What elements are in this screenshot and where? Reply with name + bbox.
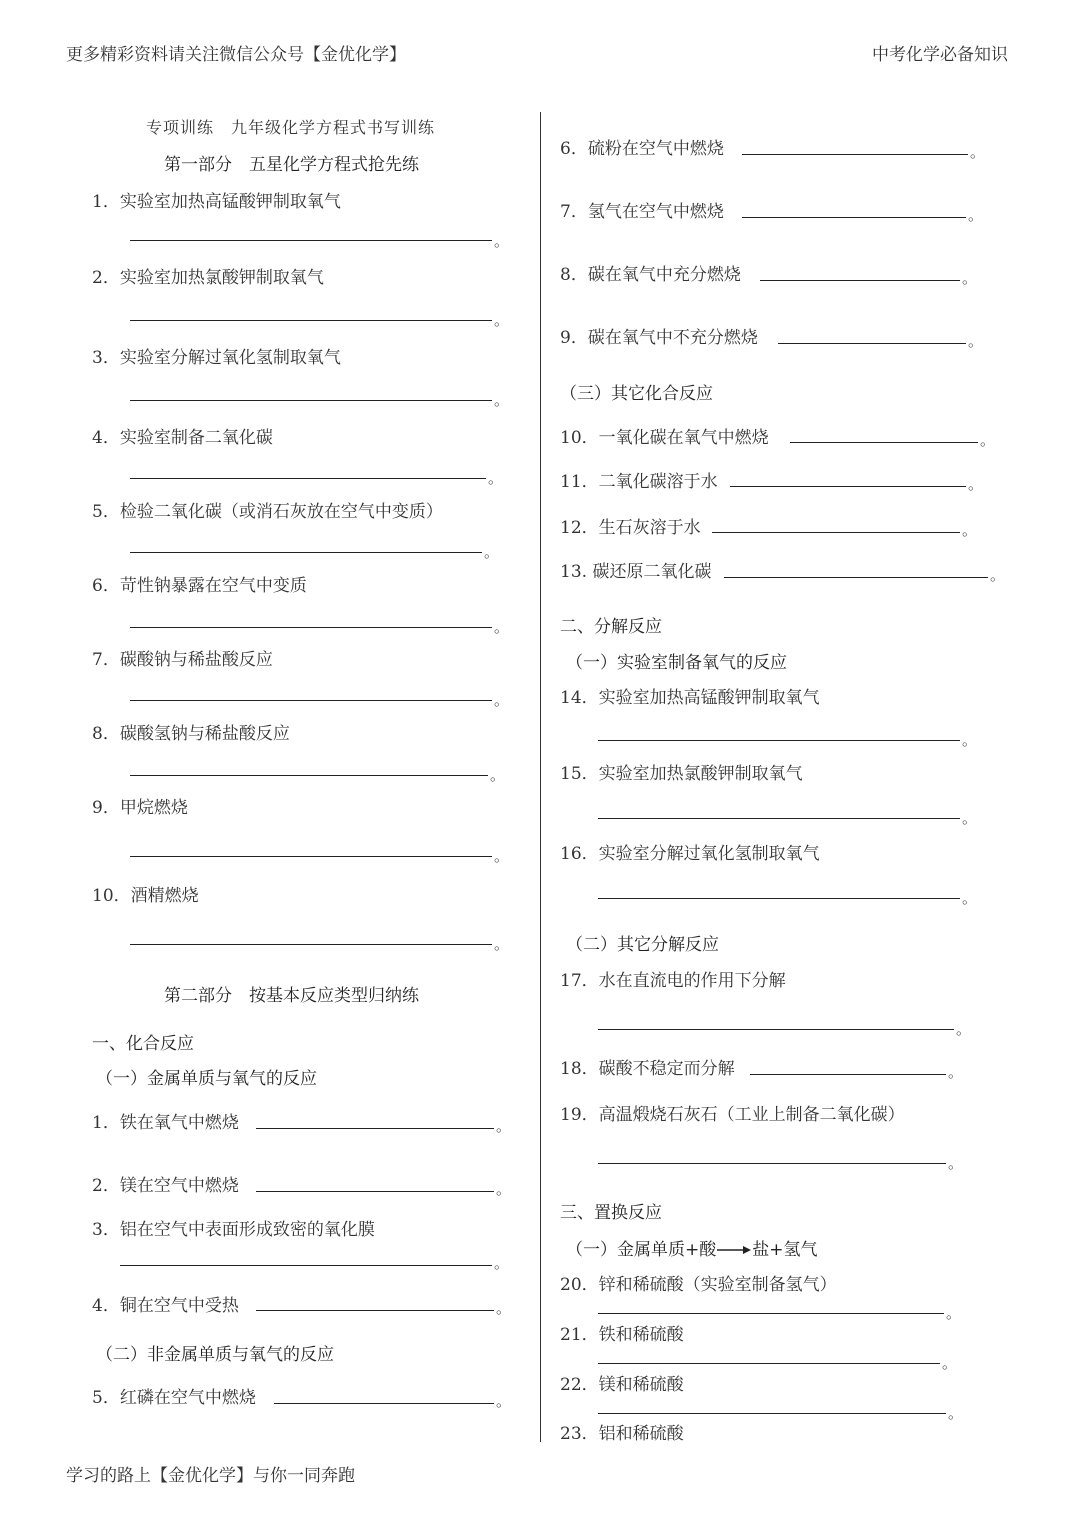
- part1-item: 3．实验室分解过氧化氢制取氧气: [92, 348, 341, 368]
- displacement-item: 23．铝和稀硫酸: [560, 1424, 684, 1444]
- period: 。: [968, 332, 984, 350]
- answer-line[interactable]: [130, 700, 492, 701]
- period: 。: [494, 391, 510, 409]
- part1-item: 6．苛性钠暴露在空气中变质: [92, 576, 307, 596]
- part2-title: 第二部分 按基本反应类型归纳练: [164, 986, 419, 1006]
- answer-line[interactable]: [742, 154, 968, 155]
- section-title: 二、分解反应: [560, 617, 662, 637]
- answer-line[interactable]: [598, 1163, 946, 1164]
- answer-line[interactable]: [790, 442, 978, 443]
- period: 。: [946, 1304, 962, 1322]
- answer-line[interactable]: [256, 1191, 494, 1192]
- answer-line[interactable]: [256, 1310, 494, 1311]
- answer-line[interactable]: [730, 486, 966, 487]
- displacement-item: 20．锌和稀硫酸（实验室制备氢气）: [560, 1275, 837, 1295]
- metal-item: 1．铁在氧气中燃烧: [92, 1113, 239, 1133]
- metal-item: 4．铜在空气中受热: [92, 1296, 239, 1316]
- part1-item: 8．碳酸氢钠与稀盐酸反应: [92, 724, 290, 744]
- answer-line[interactable]: [598, 1313, 944, 1314]
- period: 。: [962, 521, 978, 539]
- lab-decomposition-item: 15．实验室加热氯酸钾制取氧气: [560, 764, 803, 784]
- period: 。: [494, 691, 510, 709]
- subsection-title: （一）金属单质与氧气的反应: [96, 1069, 317, 1089]
- period: 。: [494, 232, 510, 250]
- section-title: 一、化合反应: [92, 1034, 194, 1054]
- answer-line[interactable]: [130, 400, 492, 401]
- column-divider: [540, 112, 541, 1442]
- period: 。: [956, 1020, 972, 1038]
- period: 。: [968, 475, 984, 493]
- period: 。: [496, 1392, 512, 1410]
- part1-item: 7．碳酸钠与稀盐酸反应: [92, 650, 273, 670]
- period: 。: [484, 543, 500, 561]
- subsection-title: [566, 1235, 818, 1260]
- lab-decomposition-item: 14．实验室加热高锰酸钾制取氧气: [560, 688, 820, 708]
- nonmetal-item: 6．硫粉在空气中燃烧: [560, 139, 724, 159]
- period: 。: [942, 1354, 958, 1372]
- period: 。: [980, 431, 996, 449]
- period: 。: [962, 889, 978, 907]
- metal-item: 2．镁在空气中燃烧: [92, 1176, 239, 1196]
- nonmetal-item: 8．碳在氧气中充分燃烧: [560, 265, 741, 285]
- part1-item: 1．实验室加热高锰酸钾制取氧气: [92, 192, 341, 212]
- period: 。: [948, 1404, 964, 1422]
- period: 。: [948, 1063, 964, 1081]
- nonmetal-item: 7．氢气在空气中燃烧: [560, 202, 724, 222]
- period: 。: [494, 618, 510, 636]
- subsection-title: （二）其它分解反应: [566, 935, 719, 955]
- period: 。: [496, 1117, 512, 1135]
- metal-item: 3．铝在空气中表面形成致密的氧化膜: [92, 1220, 375, 1240]
- period: 。: [488, 469, 504, 487]
- answer-line[interactable]: [742, 217, 966, 218]
- other-combination-item: 10．一氧化碳在氧气中燃烧: [560, 428, 769, 448]
- other-decomposition-item: 18．碳酸不稳定而分解: [560, 1059, 735, 1079]
- answer-line[interactable]: [598, 818, 960, 819]
- answer-line[interactable]: [598, 1363, 940, 1364]
- subsection-title-suffix: 盐+氢气: [752, 1240, 818, 1260]
- period: 。: [962, 731, 978, 749]
- answer-line[interactable]: [712, 532, 960, 533]
- period: 。: [496, 1299, 512, 1317]
- answer-line[interactable]: [750, 1074, 946, 1075]
- period: 。: [962, 269, 978, 287]
- period: 。: [494, 311, 510, 329]
- subsection-title: （三）其它化合反应: [560, 384, 713, 404]
- answer-line[interactable]: [724, 577, 988, 578]
- answer-line[interactable]: [598, 1413, 946, 1414]
- answer-line[interactable]: [130, 320, 492, 321]
- answer-line[interactable]: [120, 1265, 492, 1266]
- answer-line[interactable]: [598, 898, 960, 899]
- page-title: 专项训练 九年级化学方程式书写训练: [146, 118, 436, 137]
- nonmetal-item: 5．红磷在空气中燃烧: [92, 1388, 256, 1408]
- answer-line[interactable]: [778, 343, 966, 344]
- answer-line[interactable]: [760, 280, 960, 281]
- period: 。: [494, 847, 510, 865]
- other-combination-item: 13. 碳还原二氧化碳: [560, 562, 712, 582]
- answer-line[interactable]: [130, 240, 492, 241]
- answer-line[interactable]: [598, 740, 960, 741]
- part1-item: 10．酒精燃烧: [92, 886, 199, 906]
- subsection-title-prefix: （一）金属单质+酸: [566, 1240, 717, 1260]
- answer-line[interactable]: [130, 627, 492, 628]
- part1-title: 第一部分 五星化学方程式抢先练: [164, 155, 419, 175]
- lab-decomposition-item: 16．实验室分解过氧化氢制取氧气: [560, 844, 820, 864]
- subsection-title: （一）实验室制备氧气的反应: [566, 653, 787, 673]
- answer-line[interactable]: [130, 856, 492, 857]
- other-decomposition-item: 19．高温煅烧石灰石（工业上制备二氧化碳）: [560, 1105, 905, 1125]
- period: 。: [948, 1154, 964, 1172]
- subsection-title: （二）非金属单质与氧气的反应: [96, 1345, 334, 1365]
- header-left: 更多精彩资料请关注微信公众号【金优化学】: [66, 45, 406, 65]
- answer-line[interactable]: [130, 775, 488, 776]
- footer-text: 学习的路上【金优化学】与你一同奔跑: [66, 1466, 355, 1486]
- part1-item: 2．实验室加热氯酸钾制取氧气: [92, 268, 324, 288]
- period: 。: [962, 809, 978, 827]
- part1-item: 5．检验二氧化碳（或消石灰放在空气中变质）: [92, 502, 443, 522]
- period: 。: [496, 1180, 512, 1198]
- yields-arrow-icon: [716, 1244, 752, 1256]
- answer-line[interactable]: [130, 944, 492, 945]
- answer-line[interactable]: [274, 1403, 494, 1404]
- part1-item: 9．甲烷燃烧: [92, 798, 188, 818]
- part1-item: 4．实验室制备二氧化碳: [92, 428, 273, 448]
- other-combination-item: 12．生石灰溶于水: [560, 518, 701, 538]
- answer-line[interactable]: [130, 478, 486, 479]
- other-decomposition-item: 17．水在直流电的作用下分解: [560, 971, 786, 991]
- period: 。: [968, 206, 984, 224]
- displacement-item: 21．铁和稀硫酸: [560, 1325, 684, 1345]
- period: 。: [970, 143, 986, 161]
- other-combination-item: 11．二氧化碳溶于水: [560, 472, 718, 492]
- answer-line[interactable]: [598, 1029, 954, 1030]
- section-title: 三、置换反应: [560, 1203, 662, 1223]
- nonmetal-item: 9．碳在氧气中不充分燃烧: [560, 328, 758, 348]
- displacement-item: 22．镁和稀硫酸: [560, 1375, 684, 1395]
- answer-line[interactable]: [130, 552, 482, 553]
- period: 。: [494, 935, 510, 953]
- header-right: 中考化学必备知识: [872, 45, 1008, 65]
- answer-line[interactable]: [256, 1128, 494, 1129]
- period: 。: [990, 566, 1006, 584]
- period: 。: [494, 1254, 510, 1272]
- period: 。: [490, 766, 506, 784]
